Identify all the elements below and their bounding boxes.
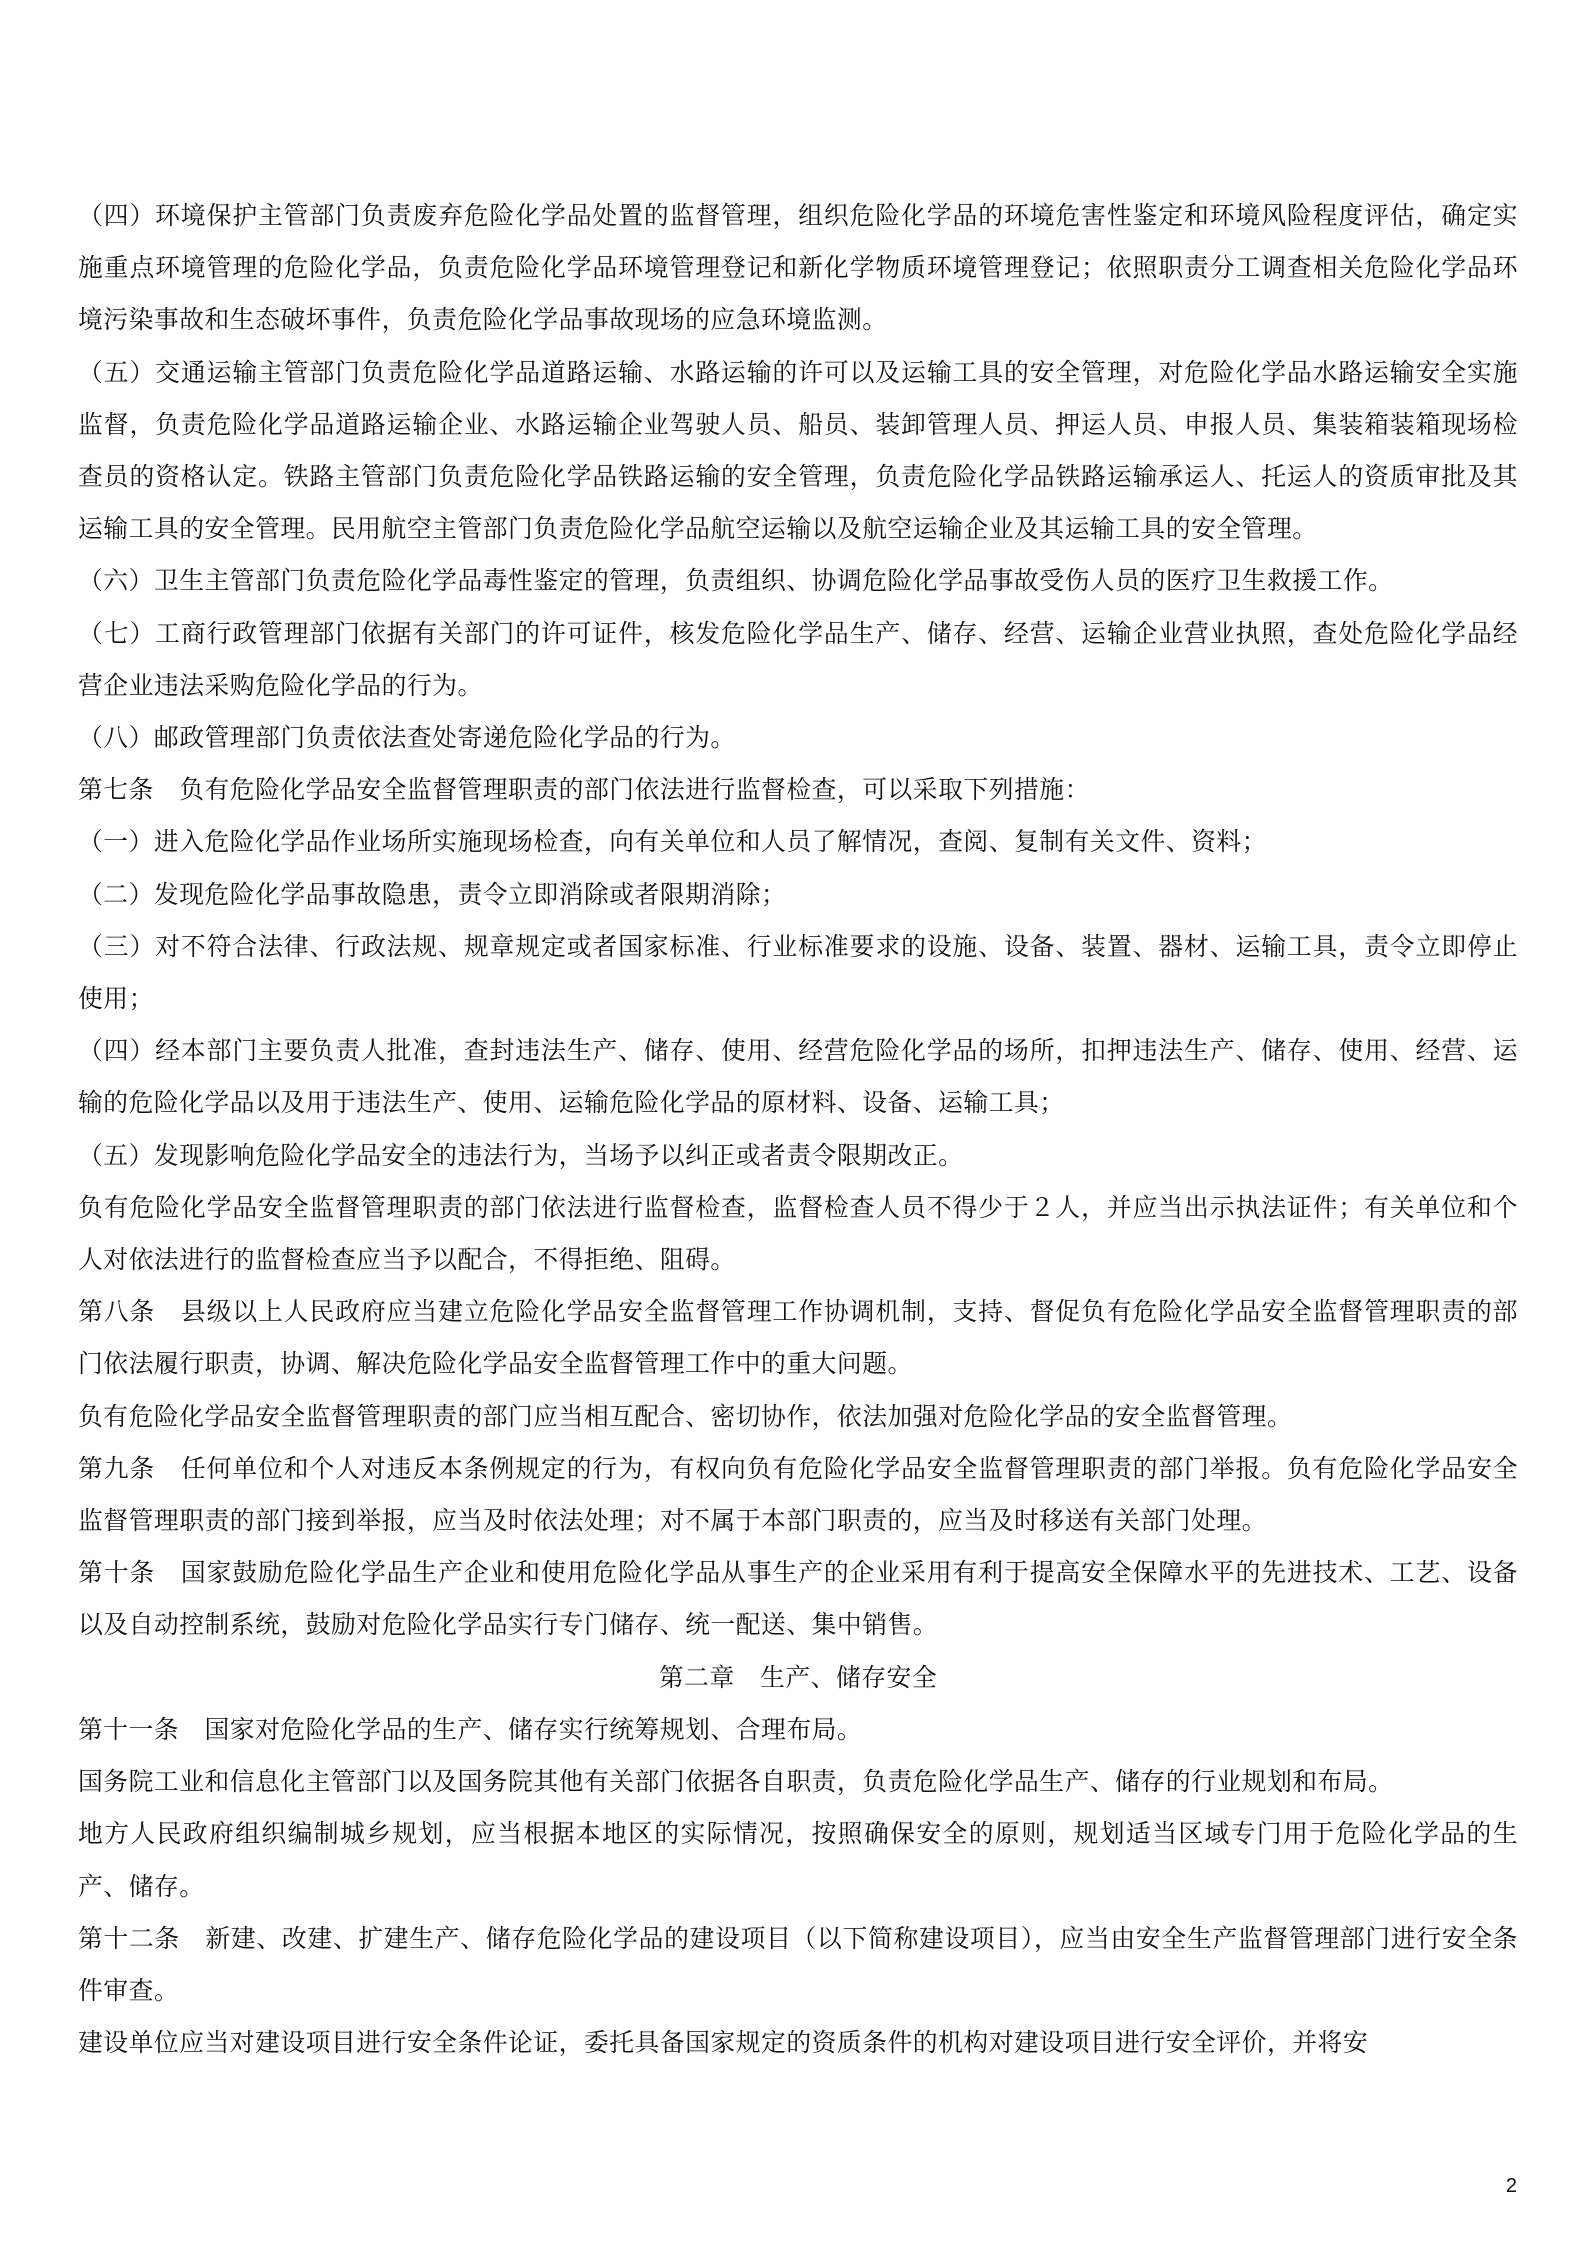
article-11-para-3: 地方人民政府组织编制城乡规划，应当根据本地区的实际情况，按照确保安全的原则，规划适当区域专门用于危险化学品的生产、储存。 bbox=[78, 1819, 1518, 1901]
article-7-item-5: （五）发现影响危险化学品安全的违法行为，当场予以纠正或者责令限期改正。 bbox=[78, 1140, 964, 1170]
paragraph-commerce: （七）工商行政管理部门依据有关部门的许可证件，核发危险化学品生产、储存、经营、运输企业营业执照，查处危险化学品经营企业违法采购危险化学品的行为。 bbox=[78, 618, 1518, 700]
article-11-para-2: 国务院工业和信息化主管部门以及国务院其他有关部门依据各自职责，负责危险化学品生产、储存的行业规划和布局。 bbox=[78, 1767, 1394, 1797]
article-7-item-4: （四）经本部门主要负责人批准，查封违法生产、储存、使用、经营危险化学品的场所，扣押违法生产、储存、使用、经营、运输的危险化学品以及用于违法生产、使用、运输危险化学品的原材料、设备、运输工具； bbox=[78, 1036, 1518, 1118]
paragraph-env-protection: （四）环境保护主管部门负责废弃危险化学品处置的监督管理，组织危险化学品的环境危害性鉴定和环境风险程度评估，确定实施重点环境管理的危险化学品，负责危险化学品环境管理登记和新化学物质环境管理登记；依照职责分工调查相关危险化学品环境污染事故和生态破坏事件，负责危险化学品事故现场的应急环境监测。 bbox=[78, 201, 1518, 335]
article-11: 第十一条 国家对危险化学品的生产、储存实行统筹规划、合理布局。 bbox=[78, 1714, 863, 1744]
article-7-supplement: 负有危险化学品安全监督管理职责的部门依法进行监督检查，监督检查人员不得少于２人，并应当出示执法证件；有关单位和个人对依法进行的监督检查应当予以配合，不得拒绝、阻碍。 bbox=[78, 1192, 1518, 1275]
article-9: 第九条 任何单位和个人对违反本条例规定的行为，有权向负有危险化学品安全监督管理职责的部门举报。负有危险化学品安全监督管理职责的部门接到举报，应当及时依法处理；对不属于本部门职责的，应当及时移送有关部门处理。 bbox=[78, 1453, 1518, 1536]
article-7-item-1: （一）进入危险化学品作业场所实施现场检查，向有关单位和人员了解情况，查阅、复制有关文件、资料； bbox=[78, 827, 1267, 857]
article-8: 第八条 县级以上人民政府应当建立危险化学品安全监督管理工作协调机制，支持、督促负有危险化学品安全监督管理职责的部门依法履行职责，协调、解决危险化学品安全监督管理工作中的重大问题。 bbox=[78, 1297, 1518, 1379]
article-12-para-2: 建设单位应当对建设项目进行安全条件论证，委托具备国家规定的资质条件的机构对建设项目进行安全评价，并将安 bbox=[78, 2028, 1369, 2058]
paragraph-postal: （八）邮政管理部门负责依法查处寄递危险化学品的行为。 bbox=[78, 723, 736, 753]
article-7: 第七条 负有危险化学品安全监督管理职责的部门依法进行监督检查，可以采取下列措施： bbox=[78, 775, 1090, 805]
chapter-heading: 第二章 生产、储存安全 bbox=[658, 1662, 938, 1692]
article-8-supplement: 负有危险化学品安全监督管理职责的部门应当相互配合、密切协作，依法加强对危险化学品的安全监督管理。 bbox=[78, 1401, 1293, 1431]
page-number: 2 bbox=[1505, 2175, 1517, 2197]
article-12: 第十二条 新建、改建、扩建生产、储存危险化学品的建设项目（以下简称建设项目），应当由安全生产监督管理部门进行安全条件审查。 bbox=[78, 1923, 1518, 2005]
article-7-item-3: （三）对不符合法律、行政法规、规章规定或者国家标准、行业标准要求的设施、设备、装置、器材、运输工具，责令立即停止使用； bbox=[78, 931, 1518, 1014]
paragraph-transport: （五）交通运输主管部门负责危险化学品道路运输、水路运输的许可以及运输工具的安全管理，对危险化学品水路运输安全实施监督，负责危险化学品道路运输企业、水路运输企业驾驶人员、船员、装卸管理人员、押运人员、申报人员、集装箱装箱现场检查员的资格认定。铁路主管部门负责危险化学品铁路运输的安全管理，负责危险化学品铁路运输承运人、托运人的资质审批及其运输工具的安全管理。民用航空主管部门负责危险化学品航空运输以及航空运输企业及其运输工具的安全管理。 bbox=[78, 357, 1518, 544]
document-body bbox=[78, 190, 1518, 2069]
paragraph-health: （六）卫生主管部门负责危险化学品毒性鉴定的管理，负责组织、协调危险化学品事故受伤人员的医疗卫生救援工作。 bbox=[78, 566, 1394, 596]
article-7-item-2: （二）发现危险化学品事故隐患，责令立即消除或者限期消除； bbox=[78, 879, 787, 909]
article-10: 第十条 国家鼓励危险化学品生产企业和使用危险化学品从事生产的企业采用有利于提高安全保障水平的先进技术、工艺、设备以及自动控制系统，鼓励对危险化学品实行专门储存、统一配送、集中销售。 bbox=[78, 1558, 1518, 1640]
